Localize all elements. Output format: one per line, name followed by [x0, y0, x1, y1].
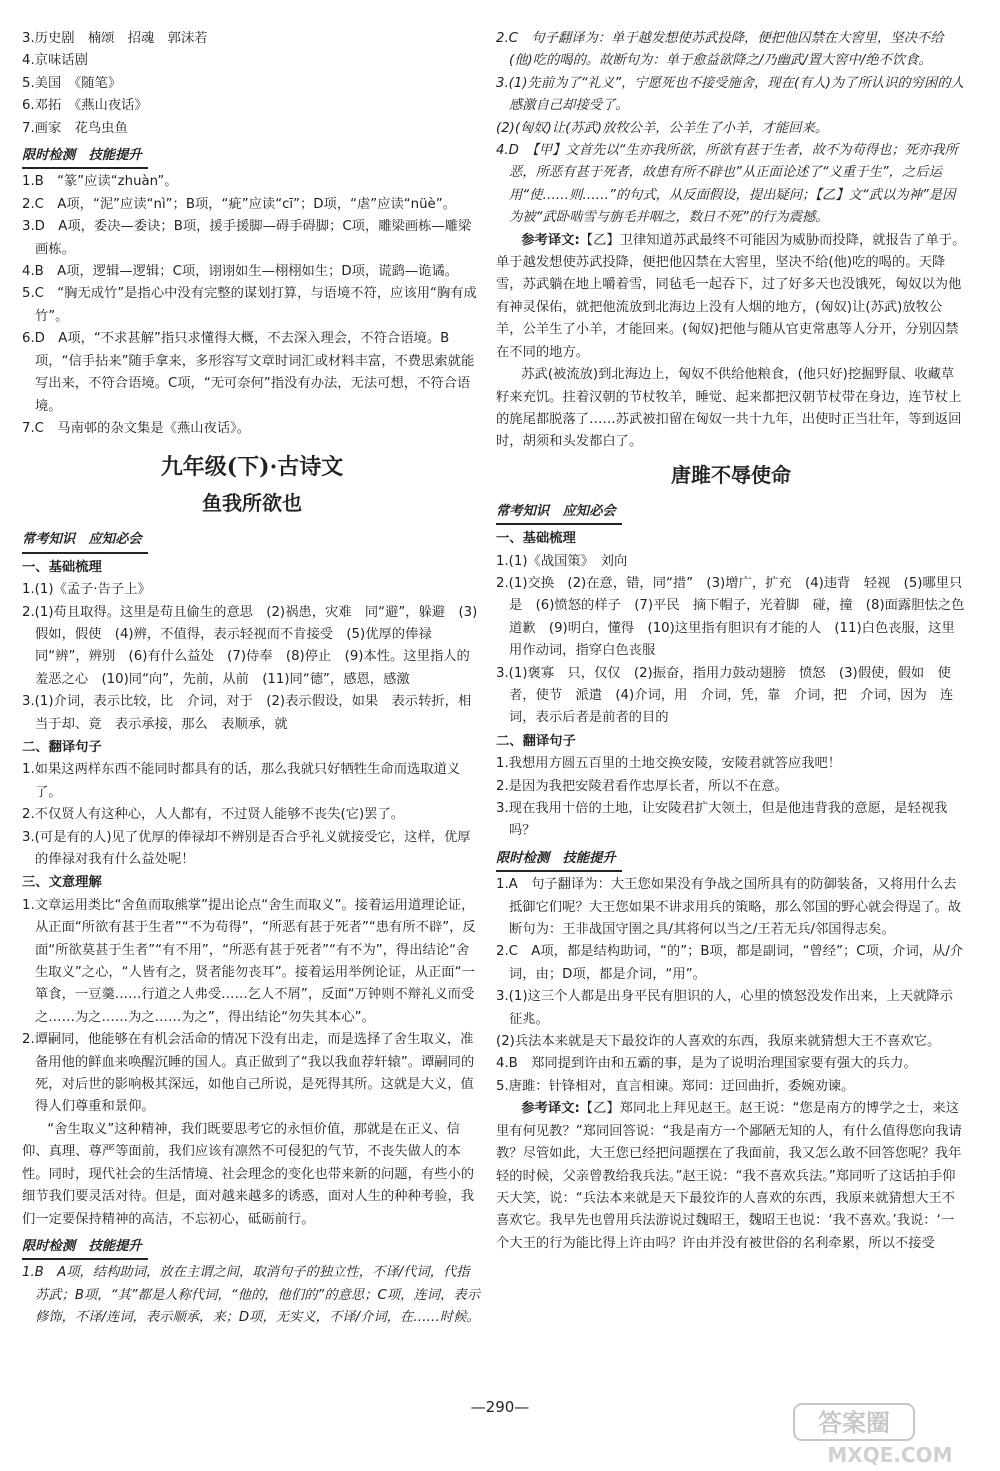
answer-item: 2.C 句子翻译为：单于越发想使苏武投降，便把他囚禁在大窖里，坚决不给(他)吃的喝的。故断句为：单于愈益欲降之/乃幽武/置大窖中/绝不饮食。: [496, 31, 944, 69]
left-section1-list: [22, 171, 482, 440]
answer-item: 6.D A项，“不求甚解”指只求懂得大概，不去深入理会，不符合语境。B项，“信手拈来”随手拿来，多形容写文章时词汇或材料丰富，不费思索就能写出来，不符合语境。C项，“无可奈何”指没有办法，无法可想，不符合语境。: [22, 331, 475, 414]
answer-item: 5.唐雎：针锋相对，直言相谏。郑同：迂回曲折，委婉劝谏。: [496, 1078, 855, 1094]
section-heading-limit-test: 限时检测 技能提升: [22, 145, 148, 169]
answer-item: 1.A 句子翻译为：大王您如果没有争战之国所具有的防御装备，又将用什么去抵御它们呢？大王您如果不讲求用兵的策略，那么邻国的野心就会得逞了。故断句为：王非战国守圉之具/其将何以当之/王若无兵/邻国得志矣。: [496, 877, 962, 938]
page-number: —290—: [470, 1398, 530, 1416]
reference-translation-1: [496, 230, 966, 364]
answer-item: 2.C A项，都是结构助词，“的”；B项，都是副词，“曾经”；C项，介词，从/介词，由；D项，都是介词，“用”。: [496, 944, 964, 982]
basic-item: 1.(1)《战国策》 刘向: [496, 553, 628, 569]
reference-translation-1b: 苏武(被流放)到北海边上，匈奴不供给他粮食，(他只好)挖掘野鼠、收藏草籽来充饥。拄着汉朝的节杖牧羊，睡觉、起来都把汉朝节杖带在身边，连节杖上的旄尾都脱落了……苏武被扣留在匈奴一共十九年，出使时正当壮年，等到返回时，胡须和头发都白了。: [496, 367, 962, 450]
section-heading-knowledge-r: 常考知识 应知必会: [496, 501, 622, 525]
left-section2-list: [22, 1262, 482, 1329]
translate-item: 3.现在我用十倍的土地，让安陵君扩大领土，但是他违背我的意愿，是轻视我吗？: [496, 801, 948, 839]
answer-item: 1.B “篆”应读“zhuàn”。: [22, 174, 178, 190]
answer-item: 4.B 郑同提到许由和五霸的事，是为了说明治理国家要有强大的兵力。: [496, 1056, 917, 1072]
left-basic-list: [22, 579, 482, 736]
right-section-list: [496, 874, 966, 1098]
watermark-text: 答案圈: [818, 1409, 890, 1437]
ref-label-2: 参考译文:: [521, 1101, 580, 1117]
left-top-list: [22, 28, 482, 140]
section-heading-limit-test-2: 限时检测 技能提升: [22, 1236, 148, 1260]
subheading-translate-r: 二、翻译句子: [496, 733, 576, 749]
right-column: [496, 28, 978, 1255]
answer-item: (2)兵法本来就是天下最狡诈的人喜欢的东西，我原来就猜想大王不喜欢它。: [496, 1034, 941, 1050]
subheading-translate: 二、翻译句子: [22, 739, 102, 755]
comprehension-paragraph: “舍生取义”这种精神，我们既要思考它的永恒价值，那就是在正义、信仰、真理、尊严等面前，我们应该有凛然不可侵犯的气节，不丧失做人的本性。同时，现代社会的生活情境、社会理念的变化也带来新的问题，有些小的细节我们要灵活对待。但是，面对越来越多的诱惑，面对人生的种种考验，我们一定要保持精神的高洁，不忘初心，砥砺前行。: [22, 1121, 475, 1227]
grade-heading: 九年级(下)·古诗文: [160, 454, 344, 481]
basic-item: 2.(1)交换 (2)在意，错，同“措” (3)增广，扩充 (4)违背 轻视 (5)哪里只是 (6)愤怒的样子 (7)平民 摘下帽子，光着脚 碰，撞 (8)面露胆怯之色 道歉 (9)明白，懂得 (10)这里指有胆识有才能的人 (11)白色丧服，这里用作动词，指穿白色丧服: [496, 575, 978, 659]
subheading-basic: 一、基础梳理: [22, 559, 102, 575]
answer-item: 5.C “胸无成竹”是指心中没有完整的谋划打算，与语境不符，应该用“胸有成竹”。: [22, 286, 477, 324]
section-heading-knowledge: 常考知识 应知必会: [22, 529, 148, 553]
ref-label: 参考译文:: [521, 232, 580, 248]
translate-item: 1.我想用方圆五百里的土地交换安陵，安陵君就答应我吧！: [496, 756, 842, 772]
answer-item: 3.(1)这三个人都是出身平民有胆识的人，心里的愤怒没发作出来，上天就降示征兆。: [496, 989, 954, 1027]
answer-item: 3.D A项，委决—委诀；B项，援手援脚—碍手碍脚；C项，雕梁画栋—雕梁画栋。: [22, 219, 472, 257]
answer-item: 4.B A项，逻辑—逻辑；C项，诩诩如生—栩栩如生；D项，谎鹞—诡谲。: [22, 264, 459, 280]
answer-item: (2)(匈奴)让(苏武)放牧公羊，公羊生了小羊，才能回来。: [496, 120, 829, 136]
list-item: 7.画家 花鸟虫鱼: [22, 120, 128, 136]
translate-item: 1.如果这两样东西不能同时都具有的话，那么我就只好牺牲生命而选取道义了。: [22, 762, 461, 800]
list-item: 3.历史剧 楠颂 招魂 郭沫若: [22, 31, 208, 46]
basic-item: 1.(1)《孟子·告子上》: [22, 582, 151, 598]
answer-item: 1.B A项，结构助词，放在主谓之间，取消句子的独立性，不译/代词，代指苏武；B项，“其”都是人称代词，“他的，他们的”的意思；C项，连词，表示修饰，不译/连词，表示顺承，来；D项，无实义，不译/介词，在……时候。: [22, 1265, 480, 1326]
translate-item: 3.(可是有的人)见了优厚的俸禄却不辨别是否合乎礼义就接受它，这样，优厚的俸禄对我有什么益处呢！: [22, 829, 471, 867]
right-top-list: [496, 28, 966, 230]
list-item: 5.美国 《随笔》: [22, 75, 122, 91]
answer-item: 4.D 【甲】文首先以“生亦我所欲，所欲有甚于生者，故不为苟得也；死亦我所恶，所恶有甚于死者，故患有所不辟也”从正面论述了“义重于生”，之后运用“使……则……”的句式，从反面假设，提出疑问；【乙】文“武以为神”是因为被“武卧啮雪与旃毛并咽之，数日不死”的行为震撼。: [496, 143, 958, 226]
comprehension-item: 1.文章运用类比“舍鱼而取熊掌”提出论点“舍生而取义”。接着运用道理论证，从正面“所欲有甚于生者”“不为苟得”，“所恶有甚于死者”“患有所不辟”，反面“所欲莫甚于生者”“有不用”，“所恶有甚于死者”“有不为”，得出结论“舍生取义”之心，“人皆有之，贤者能勿丧耳”。接着运用举例论证，从正面“一箪食，一豆羹……行道之人弗受……乞人不屑”，反面“万钟则不辩礼义而受之……为之……为之……为之”，得出结论“勿失其本心”。: [22, 897, 476, 1025]
section-heading-limit-test-r: 限时检测 技能提升: [496, 848, 622, 872]
basic-item: 3.(1)介词，表示比较，比 介词，对于 (2)表示假设，如果 表示转折，相当于却、竟 表示承接，那么 表顺承，就: [22, 694, 472, 732]
list-item: 4.京味话剧: [22, 53, 88, 69]
ref-text-2: 【乙】郑同北上拜见赵王。赵王说：“您是南方的博学之士，来这里有何见教？”郑同回答说：“我是南方一个鄙陋无知的人，有什么值得您向我请教？尽管如此，大王您已经把问题摆在了我面前，我又怎么敢不回答您呢？我年轻的时候，父亲曾教给我兵法。”赵王说：“我不喜欢兵法。”郑同听了这话拍手仰天大笑，说：“兵法本来就是天下最狡诈的人喜欢的东西，我原来就猜想大王不喜欢它。我早先也曾用兵法游说过魏昭王，魏昭王也说：‘我不喜欢。’我说：‘一个大王的行为能比得上许由吗？许由并没有被世俗的名利牵累，所以不接受: [496, 1101, 962, 1251]
subheading-basic-r: 一、基础梳理: [496, 531, 576, 547]
answer-item: 3.(1)先前为了“礼义”，宁愿死也不接受施舍，现在(有人)为了所认识的穷困的人感激自己却接受了。: [496, 75, 964, 114]
answer-item: 7.C 马南邨的杂文集是《燕山夜话》。: [22, 420, 251, 436]
essay-title-tang-ju: 唐雎不辱使命: [671, 462, 791, 487]
translate-item: 2.不仅贤人有这种心，人人都有，不过贤人能够不丧失(它)罢了。: [22, 807, 405, 823]
watermark-logo: [790, 1400, 985, 1468]
left-column: [22, 28, 482, 1330]
essay-title-yu-wo-suo-yu-ye: 鱼我所欲也: [202, 491, 302, 516]
basic-item: 3.(1)褒寡 只，仅仅 (2)振奋，指用力鼓动翅膀 愤怒 (3)假使，假如 使者，使节 派遣 (4)介词，用 介词，凭，靠 介词，把 介词，因为 连词，表示后者是前者的目的: [496, 665, 954, 726]
basic-item: 2.(1)苟且取得。这里是苟且偷生的意思 (2)祸患，灾难 同“避”，躲避 (3)假如，假使 (4)辨，不值得，表示轻视而不肯接受 (5)优厚的俸禄 同“辨”，辨别 (6)有什么益处 (7)侍奉 (8)停止 (9)本性。这里指人的羞恶之心 (10)同“向”，先前，从前 (11)同“德”，感恩，感激: [22, 604, 478, 687]
list-item: 6.邓拓 《燕山夜话》: [22, 98, 148, 114]
ref-text: 【乙】卫律知道苏武最终不可能因为威胁而投降，就报告了单于。单于越发想使苏武投降，便把他囚禁在大窖里，坚决不给(他)吃的喝的。天降雪，苏武躺在地上嚼着雪，同毡毛一起吞下，过了好多天也没饿死，匈奴以为他有神灵保佑，就把他流放到北海边上没有人烟的地方，(匈奴)让(苏武)放牧公羊，公羊生了小羊，才能回来。(匈奴)把他与随从官吏常惠等人分开，分别囚禁在不同的地方。: [496, 232, 966, 360]
comprehension-item: 2.谭嗣同，他能够在有机会活命的情况下没有出走，而是选择了舍生取义，准备用他的鲜血来唤醒沉睡的国人。真正做到了“我以我血荐轩辕”。谭嗣同的死，对后世的影响极其深远，如他自己所说，是死得其所。这就是大义，值得人们尊重和景仰。: [22, 1032, 475, 1115]
watermark-url: MXQE.COM: [827, 1443, 953, 1467]
translate-item: 2.是因为我把安陵君看作忠厚长者，所以不在意。: [496, 778, 788, 794]
answer-item: 2.C A项，“泥”应读“nì”；B项，“疵”应读“cī”；D项，“虐”应读“nüè”。: [22, 196, 456, 212]
right-basic-list: [496, 551, 978, 730]
left-translate-list: [22, 759, 482, 871]
reference-translation-2: [496, 1098, 966, 1255]
right-translate-list: [496, 753, 966, 843]
subheading-comprehension: 三、文意理解: [22, 875, 102, 891]
left-comprehension-list: [22, 895, 482, 1119]
